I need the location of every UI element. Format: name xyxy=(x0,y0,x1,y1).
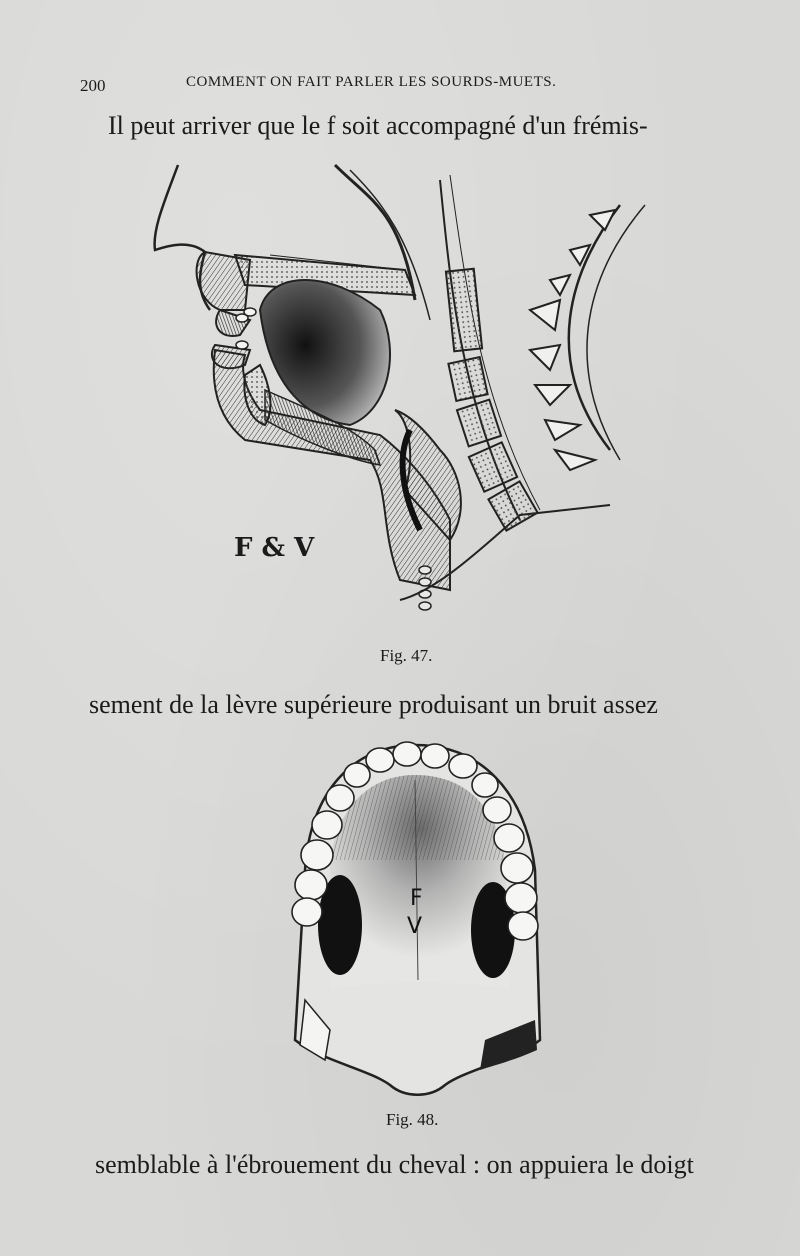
body-text-line-2: sement de la lèvre supérieure produisant un bruit assez xyxy=(89,690,658,719)
body-text-line-3: semblable à l'ébrouement du cheval : on appuiera le doigt xyxy=(95,1150,694,1179)
running-title: COMMENT ON FAIT PARLER LES SOURDS-MUETS. xyxy=(186,74,557,90)
figure-47-label: F & V xyxy=(234,533,315,563)
body-text-line-1: Il peut arriver que le f soit accompagné d'un frémis- xyxy=(108,111,648,140)
figure-48-label-f: F xyxy=(410,886,423,911)
figure-48-caption: Fig. 48. xyxy=(386,1110,439,1129)
figure-48-label-v: V xyxy=(407,914,423,939)
sagittal-head-illustration xyxy=(150,160,670,630)
page-number: 200 xyxy=(80,76,106,95)
page-header xyxy=(80,70,720,100)
figure-47-caption: Fig. 47. xyxy=(380,646,433,665)
